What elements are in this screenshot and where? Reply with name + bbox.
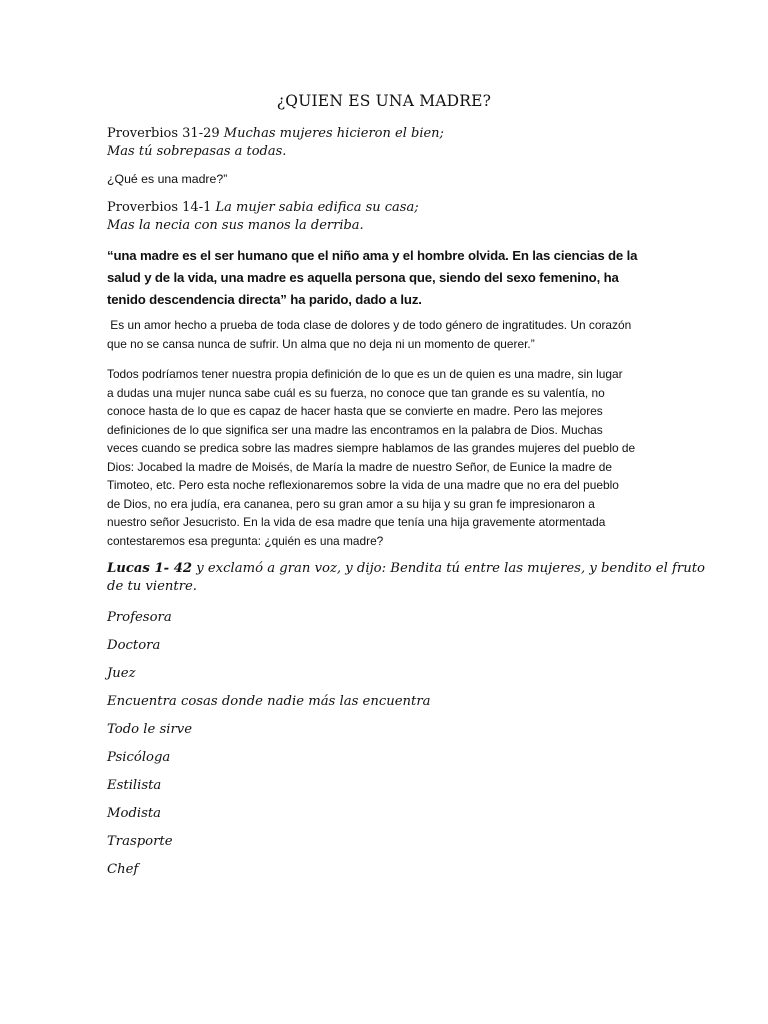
paragraph-line: que no se cansa nunca de sufrir. Un alma que no deja ni un momento de querer.”	[107, 336, 535, 351]
paragraph-line: definiciones de lo que significa ser una madre las encontramos en la palabra de Dios. Muchas	[107, 422, 603, 437]
list-item: Psicóloga	[107, 750, 171, 765]
verse-reference: Proverbios 31-29	[107, 126, 220, 141]
verse-reference: Proverbios 14-1	[107, 200, 212, 215]
list-item: Modista	[107, 806, 162, 821]
list-item: Todo le sirve	[107, 722, 193, 737]
quote-line: “una madre es el ser humano que el niño ama y el hombre olvida. En las ciencias de la	[107, 248, 638, 263]
paragraph-line: Timoteo, etc. Pero esta noche reflexionaremos sobre la vida de una madre que no era del pueblo	[107, 478, 619, 492]
list-item: Juez	[107, 666, 136, 681]
paragraph-definitions	[107, 365, 667, 550]
verse-text: La mujer sabia edifica su casa;	[215, 200, 419, 215]
paragraph-love	[107, 316, 667, 353]
roles-list	[107, 604, 667, 884]
paragraph-line: a dudas una mujer nunca sabe cuál es su fuerza, no conoce que tan grande es su valentía, no	[107, 385, 605, 400]
paragraph-line: Todos podríamos tener nuestra propia definición de lo que es un de quien es una madre, sin lugar	[107, 367, 623, 381]
paragraph-line: Dios: Jocabed la madre de Moisés, de María la madre de nuestro Señor, de Eunice la madre de	[107, 459, 612, 474]
verse-text: Mas la necia con sus manos la derriba.	[107, 218, 364, 233]
verse-text: Muchas mujeres hicieron el bien;	[223, 126, 444, 141]
question-line: ¿Qué es una madre?”	[107, 172, 228, 186]
paragraph-line: Es un amor hecho a prueba de toda clase de dolores y de todo género de ingratitudes. Un corazón	[107, 318, 632, 332]
paragraph-line: contestaremos esa pregunta: ¿quién es una madre?	[107, 533, 384, 548]
bold-quote	[107, 245, 667, 311]
verse-text: de tu vientre.	[107, 579, 197, 594]
paragraph-line: nuestro señor Jesucristo. En la vida de esa madre que tenía una hija gravemente atormentada	[107, 515, 606, 529]
paragraph-line: de Dios, no era judía, era cananea, pero su gran amor a su hija y su gran fe impresionaron a	[107, 496, 595, 511]
list-item: Profesora	[107, 610, 172, 625]
list-item: Trasporte	[107, 834, 173, 849]
paragraph-line: conoce hasta de lo que es capaz de hacer hasta que se convierte en madre. Pero las mejores	[107, 404, 603, 418]
paragraph-line: veces cuando se predica sobre las madres siempre hablamos de las grandes mujeres del pueblo de	[107, 441, 636, 455]
verse-reference: Lucas 1- 42	[107, 561, 193, 576]
list-item: Chef	[107, 862, 139, 877]
quote-line: tenido descendencia directa” ha parido, dado a luz.	[107, 292, 422, 307]
list-item: Doctora	[107, 638, 161, 653]
list-item: Estilista	[107, 778, 162, 793]
verse-text: y exclamó a gran voz, y dijo: Bendita tú entre las mujeres, y bendito el fruto	[192, 561, 705, 576]
verse-proverbios-14	[107, 199, 667, 235]
verse-lucas	[107, 560, 705, 596]
document-title: ¿QUIEN ES UNA MADRE?	[276, 92, 492, 110]
verse-text: Mas tú sobrepasas a todas.	[107, 144, 287, 159]
quote-line: salud y de la vida, una madre es aquella persona que, siendo del sexo femenino, ha	[107, 270, 619, 285]
verse-proverbios-31	[107, 125, 667, 161]
list-item: Encuentra cosas donde nadie más las encuentra	[107, 694, 431, 709]
